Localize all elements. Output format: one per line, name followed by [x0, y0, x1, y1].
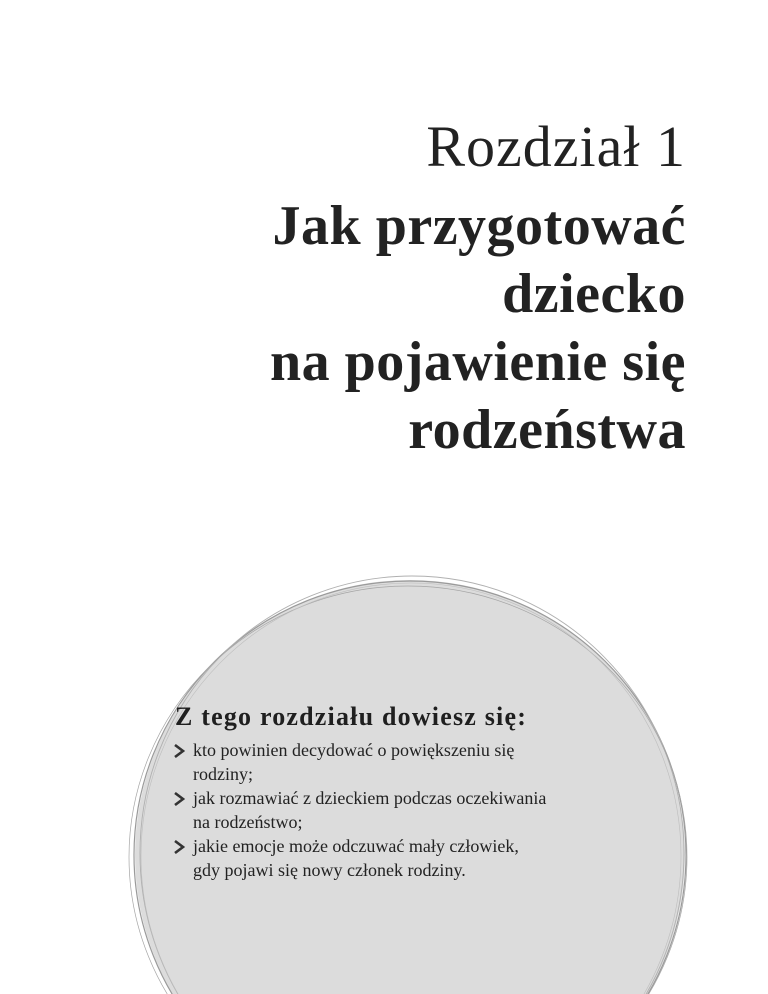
chapter-title-line-3: na pojawienie się — [269, 331, 686, 393]
summary-list — [175, 738, 675, 882]
chapter-title-line-4: rodzeństwa — [408, 399, 686, 461]
list-item — [175, 834, 675, 882]
list-item-line-2: rodziny; — [193, 764, 253, 784]
list-item-line-1: jakie emocje może odczuwać mały człowiek, — [193, 836, 519, 856]
list-item — [175, 738, 675, 786]
chapter-title-line-1: Jak przygotować — [272, 195, 686, 257]
list-item-line-2: na rodzeństwo; — [193, 812, 303, 832]
chapter-summary — [175, 702, 675, 882]
chapter-title-line-2: dziecko — [502, 263, 686, 325]
chapter-heading — [270, 108, 686, 464]
list-item-line-1: jak rozmawiać z dzieckiem podczas oczekiwania — [193, 788, 547, 808]
chapter-number: Rozdział 1 — [426, 114, 686, 179]
list-item-line-1: kto powinien decydować o powiększeniu się — [193, 740, 515, 760]
chevron-right-icon — [173, 840, 185, 854]
list-item — [175, 786, 675, 834]
chevron-right-icon — [173, 744, 185, 758]
chapter-title — [270, 192, 686, 464]
list-item-line-2: gdy pojawi się nowy członek rodziny. — [193, 860, 466, 880]
chevron-right-icon — [173, 792, 185, 806]
summary-heading: Z tego rozdziału dowiesz się: — [175, 702, 528, 731]
